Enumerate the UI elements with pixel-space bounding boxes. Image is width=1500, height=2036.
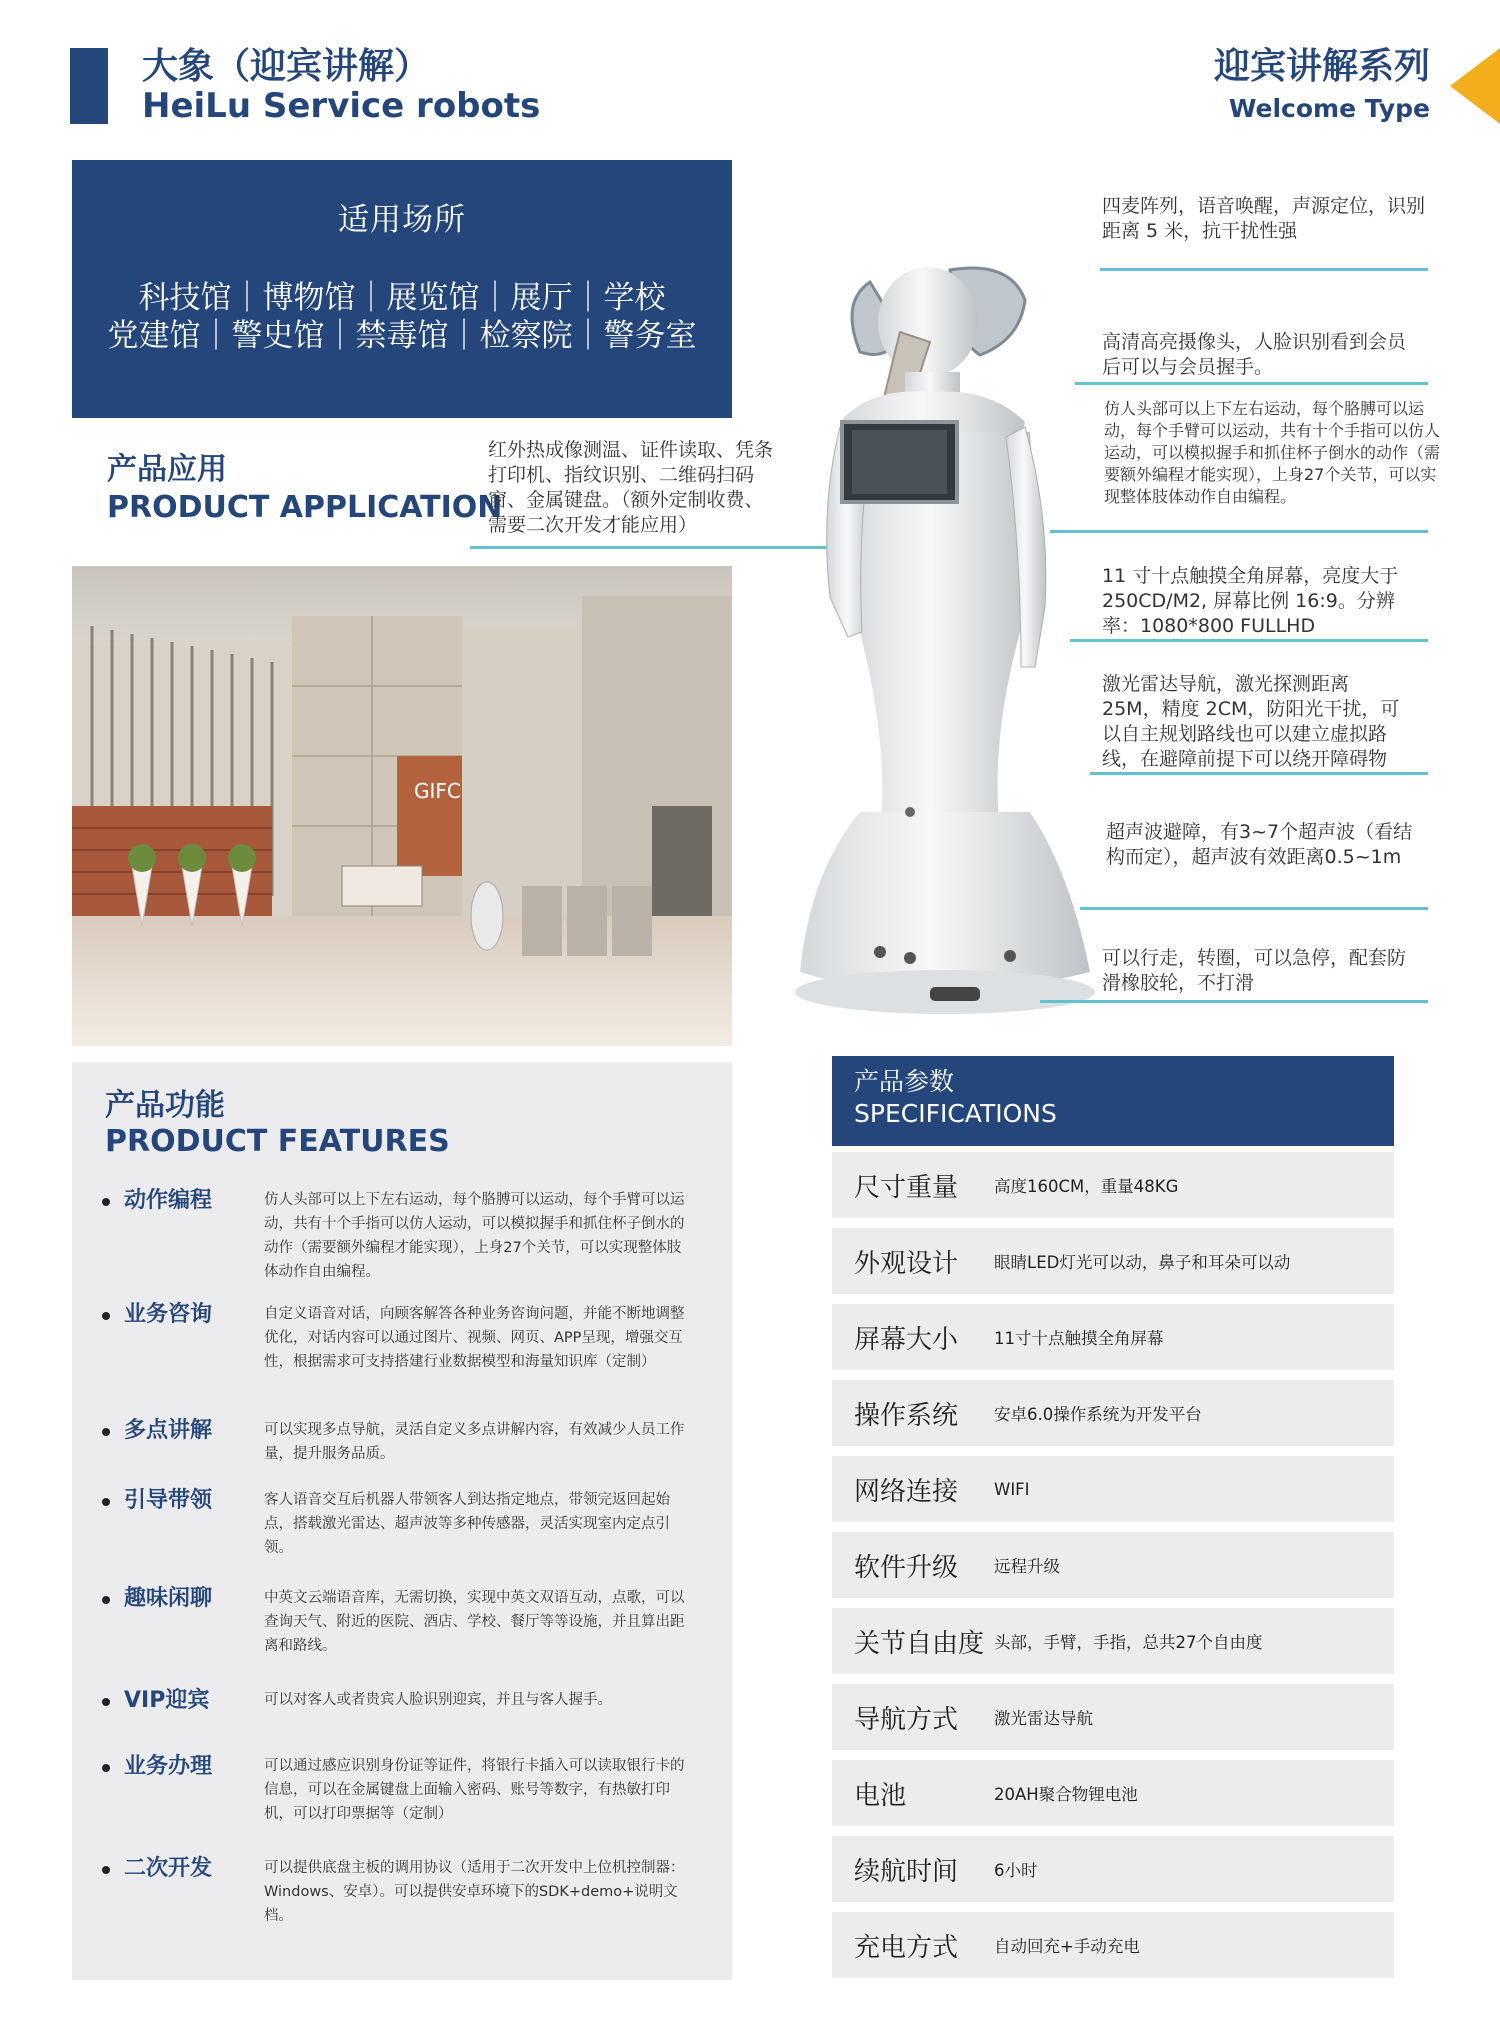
spec-value: 高度160CM，重量48KG: [994, 1177, 1179, 1196]
spec-key: 导航方式: [854, 1704, 959, 1735]
spec-key: 关节自由度: [854, 1628, 985, 1659]
callout-screen: 11 寸十点触摸全角屏幕，亮度大于 250CD/M2, 屏幕比例 16:9。分辨率：1080*800 FULLHD: [1102, 565, 1399, 637]
spec-key: 网络连接: [854, 1476, 959, 1507]
spec-value: 11寸十点触摸全角屏幕: [994, 1329, 1164, 1348]
application-title-cn: 产品应用: [107, 452, 227, 487]
spec-value: 安卓6.0操作系统为开发平台: [994, 1405, 1202, 1424]
feature-text: 仿人头部可以上下左右运动，每个胳膊可以运动，每个手臂可以运动，共有十个手指可以仿人运动，可以模拟握手和抓住杯子倒水的动作（需要额外编程才能实现），上身27个关节，可以实现整体肢体动作自由编程。: [264, 1192, 685, 1280]
bullet-icon: [102, 1312, 110, 1320]
spec-key: 屏幕大小: [854, 1324, 959, 1355]
callout-peripherals: 红外热成像测温、证件读取、凭条打印机、指纹识别、二维码扫码窗、金属键盘。（额外定制收费、需要二次开发才能应用）: [488, 439, 774, 536]
callout-line-mic: [1100, 268, 1428, 271]
feature-label: 业务咨询: [124, 1302, 213, 1327]
callout-wheels: 可以行走，转圈，可以急停，配套防滑橡胶轮，不打滑: [1102, 947, 1407, 994]
spec-key: 外观设计: [854, 1248, 959, 1279]
spec-key: 软件升级: [854, 1552, 959, 1583]
spec-row: [832, 1836, 1394, 1902]
spec-value: 自动回充+手动充电: [994, 1937, 1140, 1956]
venue-title: 适用场所: [338, 202, 466, 238]
callout-motion: 仿人头部可以上下左右运动，每个胳膊可以运动，每个手臂可以运动，共有十个手指可以仿人运动，可以模拟握手和抓住杯子倒水的动作（需要额外编程才能实现），上身27个关节，可以实现整体肢体动作自由编程。: [1104, 399, 1441, 506]
robot-image: [780, 252, 1110, 1052]
spec-key: 电池: [854, 1780, 907, 1811]
specs-title-cn: 产品参数: [854, 1067, 955, 1096]
spec-row: [832, 1304, 1394, 1370]
svg-text:GIFC: GIFC: [414, 779, 461, 803]
specs-header: [832, 1056, 1394, 1146]
feature-text: 中英文云端语音库，无需切换，实现中英文双语互动，点歌，可以查询天气、附近的医院、酒店、学校、餐厅等等设施，并且算出距离和路线。: [264, 1590, 685, 1654]
spec-key: 尺寸重量: [854, 1172, 959, 1203]
spec-row: [832, 1912, 1394, 1978]
venue-box: [72, 160, 732, 418]
callout-line-screen: [1070, 639, 1428, 642]
product-subtitle: HeiLu Service robots: [142, 86, 541, 126]
spec-value: 20AH聚合物锂电池: [994, 1785, 1138, 1804]
spec-row: [832, 1760, 1394, 1826]
spec-key: 操作系统: [854, 1400, 959, 1431]
spec-row: [832, 1228, 1394, 1294]
feature-label: 二次开发: [124, 1856, 213, 1881]
spec-row: [832, 1684, 1394, 1750]
feature-text: 自定义语音对话，向顾客解答各种业务咨询问题，并能不断地调整优化，对话内容可以通过图片、视频、网页、APP呈现，增强交互性，根据需求可支持搭建行业数据模型和海量知识库（定制）: [264, 1306, 685, 1370]
spec-row: [832, 1380, 1394, 1446]
lobby-photo: [72, 566, 732, 1046]
series-subtitle: Welcome Type: [1228, 94, 1430, 123]
series-title: 迎宾讲解系列: [1213, 46, 1430, 87]
venue-line-1: 科技馆｜博物馆｜展览馆｜展厅｜学校: [138, 280, 666, 316]
bullet-icon: [102, 1866, 110, 1874]
callout-lidar: 激光雷达导航，激光探测距离 25M，精度 2CM，防阳光干扰，可以自主规划路线也可以建立虚拟路线，在避障前提下可以绕开障碍物: [1102, 673, 1400, 770]
spec-value: 眼睛LED灯光可以动，鼻子和耳朵可以动: [994, 1253, 1291, 1272]
feature-text: 客人语音交互后机器人带领客人到达指定地点，带领完返回起始点，搭载激光雷达、超声波等多种传感器，灵活实现室内定点引领。: [264, 1492, 670, 1556]
spec-key: 续航时间: [854, 1856, 959, 1887]
feature-text: 可以对客人或者贵宾人脸识别迎宾，并且与客人握手。: [264, 1692, 612, 1708]
feature-label: 业务办理: [124, 1754, 213, 1779]
bullet-icon: [102, 1596, 110, 1604]
callout-line-camera: [1075, 382, 1428, 385]
feature-text: 可以提供底盘主板的调用协议（适用于二次开发中上位机控制器： Windows、安卓）。可以提供安卓环境下的SDK+demo+说明文档。: [264, 1860, 685, 1924]
callout-line-ultrasonic: [1080, 907, 1428, 910]
callout-line-wheels: [1040, 1000, 1428, 1003]
spec-row: [832, 1608, 1394, 1674]
features-title-cn: 产品功能: [105, 1088, 225, 1123]
spec-row: [832, 1456, 1394, 1522]
callout-mic: 四麦阵列，语音唤醒，声源定位，识别距离 5 米，抗干扰性强: [1102, 195, 1426, 242]
bullet-icon: [102, 1428, 110, 1436]
spec-row: [832, 1152, 1394, 1218]
feature-text: 可以通过感应识别身份证等证件，将银行卡插入可以读取银行卡的信息，可以在金属键盘上面输入密码、账号等数字，有热敏打印机，可以打印票据等（定制）: [264, 1758, 685, 1822]
application-title-en: PRODUCT APPLICATION: [107, 490, 503, 525]
bullet-icon: [102, 1498, 110, 1506]
callout-line-lidar: [1090, 772, 1428, 775]
callout-ultrasonic: 超声波避障，有3~7个超声波（看结构而定），超声波有效距离0.5~1m: [1106, 821, 1413, 868]
venue-line-2: 党建馆｜警史馆｜禁毒馆｜检察院｜警务室: [107, 318, 697, 354]
feature-label: 趣味闲聊: [124, 1586, 213, 1611]
product-title: 大象（迎宾讲解）: [142, 46, 431, 87]
feature-text: 可以实现多点导航，灵活自定义多点讲解内容，有效减少人员工作量，提升服务品质。: [264, 1422, 685, 1462]
spec-key: 充电方式: [854, 1932, 959, 1963]
spec-value: WIFI: [994, 1479, 1030, 1499]
bullet-icon: [102, 1698, 110, 1706]
feature-label: 多点讲解: [124, 1418, 213, 1443]
features-title-en: PRODUCT FEATURES: [105, 1124, 450, 1159]
spec-value: 6小时: [994, 1861, 1038, 1880]
callout-line-motion: [1050, 530, 1428, 533]
bullet-icon: [102, 1198, 110, 1206]
feature-label: VIP迎宾: [124, 1688, 210, 1713]
feature-label: 引导带领: [124, 1488, 213, 1513]
header-accent-bar: [70, 48, 108, 124]
spec-value: 激光雷达导航: [994, 1709, 1093, 1728]
yellow-triangle-icon: [1450, 48, 1500, 124]
bullet-icon: [102, 1764, 110, 1772]
spec-value: 头部，手臂，手指，总共27个自由度: [994, 1633, 1263, 1652]
spec-value: 远程升级: [994, 1557, 1060, 1576]
specs-title-en: SPECIFICATIONS: [854, 1099, 1057, 1128]
feature-label: 动作编程: [124, 1188, 213, 1213]
callout-camera: 高清高亮摄像头，人脸识别看到会员后可以与会员握手。: [1102, 331, 1407, 378]
spec-row: [832, 1532, 1394, 1598]
